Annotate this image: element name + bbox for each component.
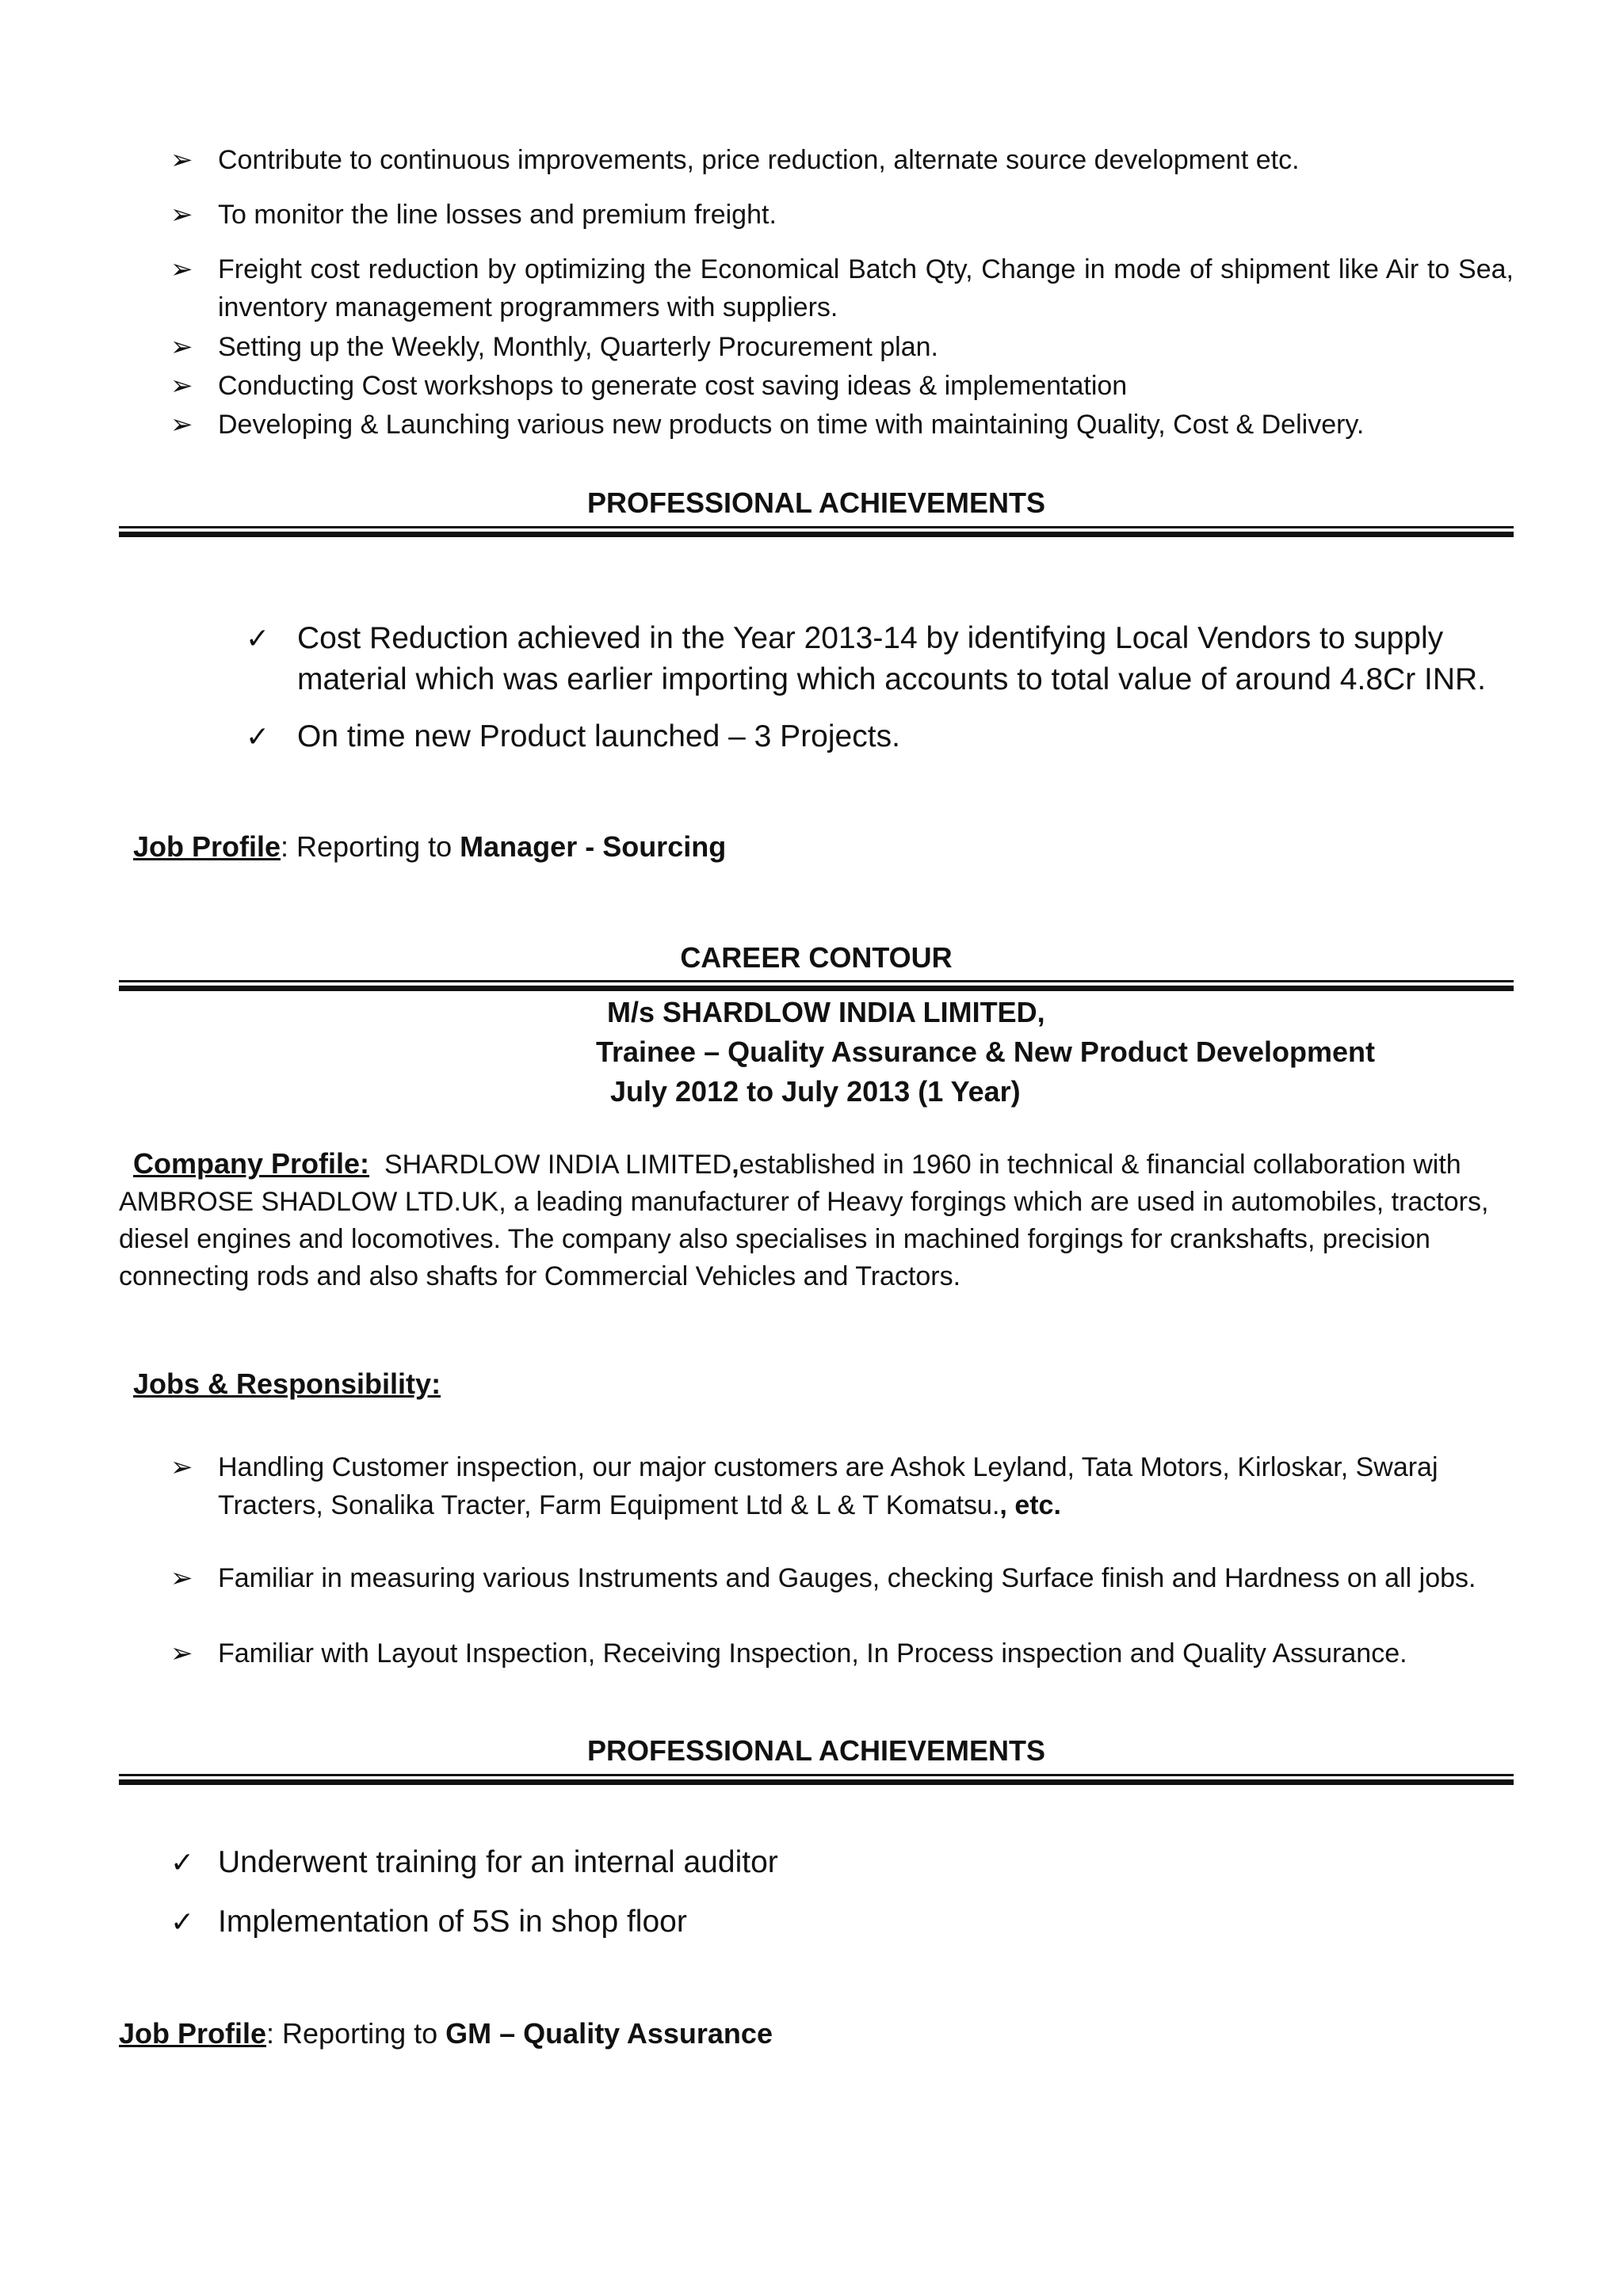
list-item: ➢ To monitor the line losses and premium freight. — [170, 196, 1514, 234]
section-title: PROFESSIONAL ACHIEVEMENTS — [586, 486, 1046, 519]
section-divider — [119, 1774, 1514, 1785]
arrowhead-bullet-icon: ➢ — [170, 200, 193, 230]
section-title: CAREER CONTOUR — [680, 941, 953, 974]
job-role: Trainee – Quality Assurance & New Product Development — [596, 1035, 1375, 1068]
achievement-item: ✓ On time new Product launched – 3 Projects. — [246, 716, 1514, 757]
achievement-item: ✓ Cost Reduction achieved in the Year 2013-14 by identifying Local Vendors to supply material which was earlier importing which accounts to total value of around 4.8Cr INR. — [246, 618, 1514, 700]
achievement-item: ✓ Implementation of 5S in shop floor — [170, 1901, 1438, 1943]
company-profile: Company Profile: SHARDLOW INDIA LIMITED,established in 1960 in technical & financial collaboration with AMBROSE SHADLOW LTD.UK, a leading manufacturer of Heavy forgings which are used in automobiles, tractors, diesel engines and locomotives. The company also specialises in machined forgings for crankshafts, precision connecting rods and also shafts for Commercial Vehicles and Tractors. — [119, 1147, 1489, 1291]
arrowhead-bullet-icon: ➢ — [170, 1563, 193, 1593]
arrowhead-bullet-icon: ➢ — [170, 1452, 193, 1482]
list-item: ➢ Developing & Launching various new products on time with maintaining Quality, Cost & Delivery. — [170, 406, 1514, 444]
arrowhead-bullet-icon: ➢ — [170, 1638, 193, 1669]
checkmark-icon: ✓ — [170, 1905, 195, 1938]
arrowhead-bullet-icon: ➢ — [170, 410, 193, 440]
arrowhead-bullet-icon: ➢ — [170, 332, 193, 362]
list-item: ➢ Freight cost reduction by optimizing the Economical Batch Qty, Change in mode of shipment like Air to Sea, inventory management programmers with suppliers. — [170, 250, 1514, 326]
list-item: ➢ Contribute to continuous improvements, price reduction, alternate source development etc. — [170, 141, 1514, 179]
arrowhead-bullet-icon: ➢ — [170, 254, 193, 284]
list-item: ➢ Familiar with Layout Inspection, Receiving Inspection, In Process inspection and Quality Assurance. — [170, 1634, 1514, 1672]
job-profile: Job Profile: Reporting to Manager - Sourcing — [133, 830, 727, 863]
jobs-heading: Jobs & Responsibility: — [133, 1367, 441, 1400]
arrowhead-bullet-icon: ➢ — [170, 145, 193, 175]
section-title: PROFESSIONAL ACHIEVEMENTS — [586, 1734, 1046, 1767]
company-name: M/s SHARDLOW INDIA LIMITED, — [607, 996, 1045, 1028]
checkmark-icon: ✓ — [170, 1846, 195, 1878]
checkmark-icon: ✓ — [246, 622, 270, 654]
list-item: ➢ Familiar in measuring various Instruments and Gauges, checking Surface finish and Hardness on all jobs. — [170, 1559, 1514, 1597]
job-profile: Job Profile: Reporting to GM – Quality Assurance — [119, 2017, 773, 2050]
list-item: ➢ Setting up the Weekly, Monthly, Quarterly Procurement plan. — [170, 328, 1514, 366]
list-item: ➢ Conducting Cost workshops to generate cost saving ideas & implementation — [170, 367, 1514, 405]
checkmark-icon: ✓ — [246, 720, 270, 753]
section-divider — [119, 980, 1514, 991]
achievement-item: ✓ Underwent training for an internal auditor — [170, 1842, 1438, 1883]
section-divider — [119, 526, 1514, 537]
arrowhead-bullet-icon: ➢ — [170, 371, 193, 401]
list-item: ➢ Handling Customer inspection, our major customers are Ashok Leyland, Tata Motors, Kirloskar, Swaraj Tracters, Sonalika Tracter, Farm Equipment Ltd & L & T Komatsu., etc. — [170, 1448, 1514, 1524]
job-period: July 2012 to July 2013 (1 Year) — [610, 1075, 1021, 1108]
